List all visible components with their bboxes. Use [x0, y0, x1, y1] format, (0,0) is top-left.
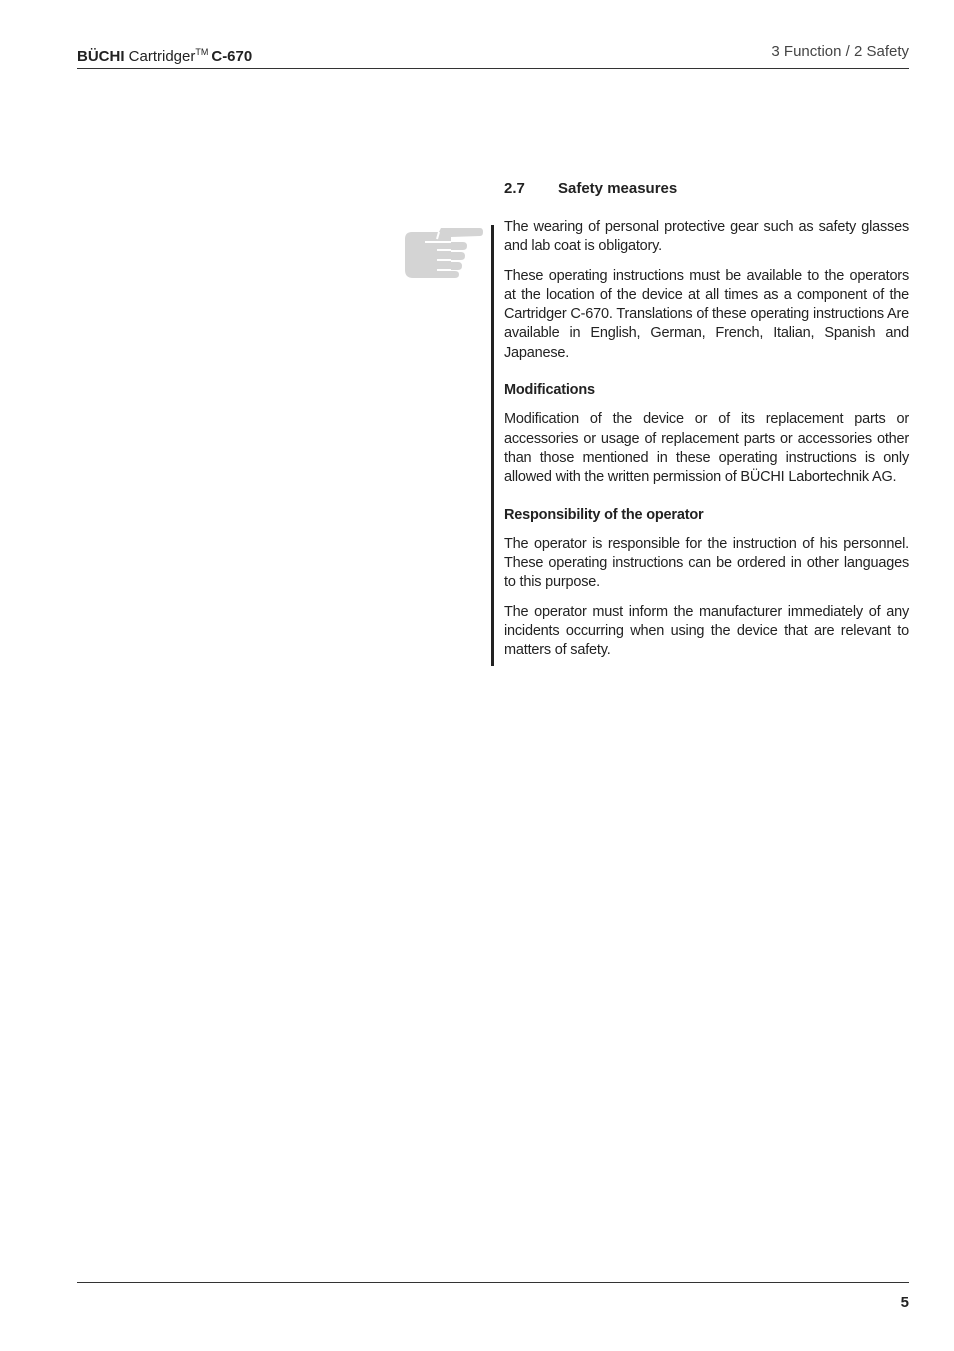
chapter-reference: 3 Function / 2 Safety — [771, 43, 909, 60]
trademark-mark: TM — [195, 47, 209, 57]
note-marker-bar — [491, 225, 494, 666]
brand-name: BÜCHI — [77, 48, 125, 65]
page-number: 5 — [900, 1294, 909, 1311]
responsibility-heading: Responsibility of the operator — [504, 506, 704, 523]
page-header — [77, 42, 909, 64]
product-label: Cartridger — [128, 48, 196, 65]
paragraph-modifications: Modification of the device or of its replacement parts or accessories or usage of replacement parts or accessories other than those mentioned in these operating instructions is only allowed with the written permission of BÜCHI Labortechnik AG. — [504, 411, 909, 486]
section-body — [504, 218, 909, 671]
paragraph-incident-reporting: The operator must inform the manufacturer immediately of any incidents occurring when using the device that are relevant to matters of safety. — [504, 603, 909, 659]
section-number: 2.7 — [504, 180, 525, 197]
pointing-hand-icon — [401, 225, 483, 279]
paragraph-instructions-availability: These operating instructions must be available to the operators at the location of the device at all times as a component of the Cartridger C-670. Translations of these operating instructions Are available in English, German, French, Italian, Spanish and Japanese. — [504, 267, 909, 361]
product-name — [77, 42, 252, 67]
paragraph-protective-gear: The wearing of personal protective gear such as safety glasses and lab coat is obligatory. — [504, 219, 909, 255]
section-heading — [504, 179, 677, 199]
paragraph-operator-responsibility: The operator is responsible for the instruction of his personnel. These operating instructions can be ordered in other languages to this purpose. — [504, 535, 909, 591]
footer-divider — [77, 1282, 909, 1283]
header-divider — [77, 68, 909, 69]
model-number: C-670 — [211, 48, 253, 65]
section-title: Safety measures — [558, 180, 678, 197]
modifications-heading: Modifications — [504, 382, 595, 399]
